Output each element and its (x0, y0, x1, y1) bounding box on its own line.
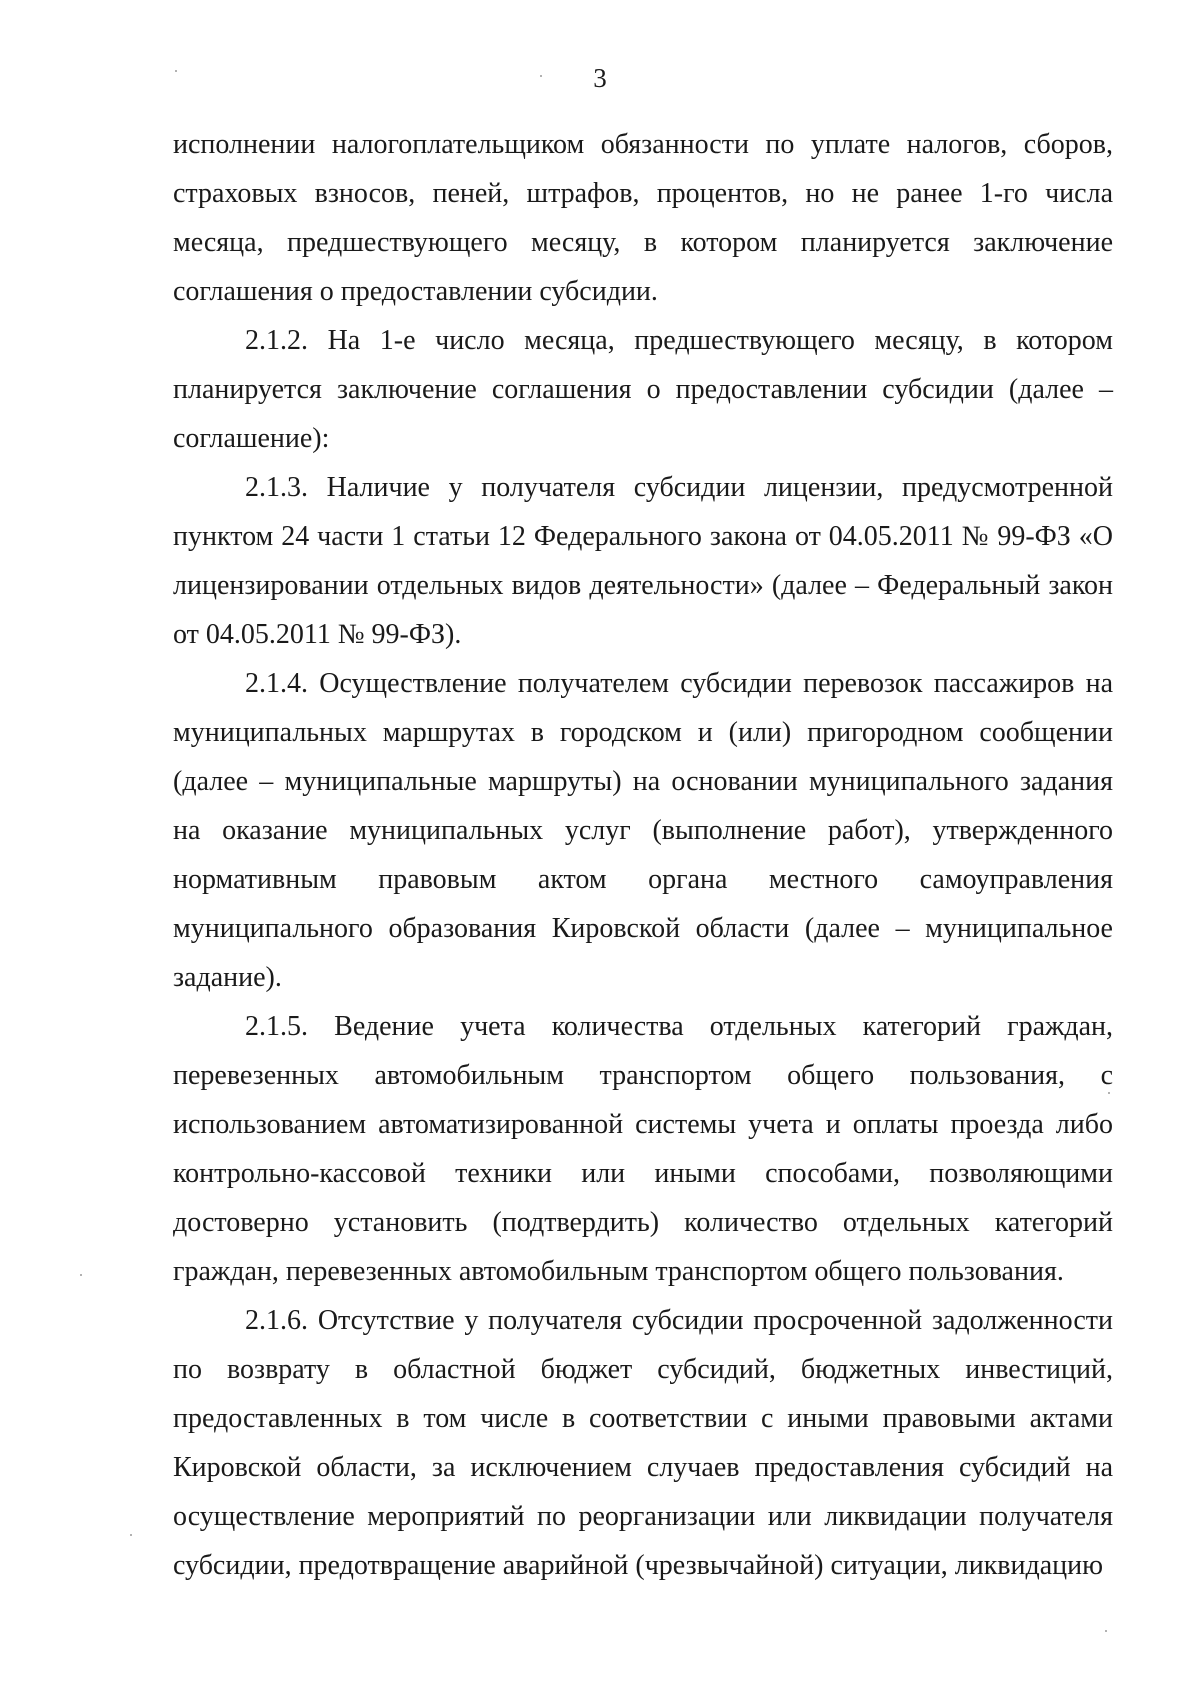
document-body (173, 120, 1113, 1590)
page-number: 3 (593, 63, 607, 93)
scan-speck (1108, 1092, 1110, 1094)
paragraph-continuation: исполнении налогоплательщиком обязанности по уплате налогов, сборов, страховых взносов, пеней, штрафов, процентов, но не ранее 1-го числа месяца, предшествующего месяцу, в котором планируется заключение соглашения о предоставлении субсидии. (173, 129, 1113, 307)
scan-speck (80, 1274, 82, 1276)
paragraph-2-1-5: 2.1.5. Ведение учета количества отдельных категорий граждан, перевезенных автомобильным транспортом общего пользования, с использованием автоматизированной системы учета и оплаты проезда либо контрольно-кассовой техники или иными способами, позволяющими достоверно установить (подтвердить) количество отдельных категорий граждан, перевезенных автомобильным транспортом общего пользования. (173, 1011, 1113, 1287)
paragraph-2-1-4: 2.1.4. Осуществление получателем субсидии перевозок пассажиров на муниципальных маршрутах в городском и (или) пригородном сообщении (далее – муниципальные маршруты) на основании муниципального задания на оказание муниципальных услуг (выполнение работ), утвержденного нормативным правовым актом органа местного самоуправления муниципального образования Кировской области (далее – муниципальное задание). (173, 668, 1113, 993)
paragraph-2-1-3: 2.1.3. Наличие у получателя субсидии лицензии, предусмотренной пунктом 24 части 1 статьи 12 Федерального закона от 04.05.2011 № 99-ФЗ «О лицензировании отдельных видов деятельности» (далее – Федеральный закон от 04.05.2011 № 99-ФЗ). (173, 472, 1113, 650)
scan-speck (1105, 1630, 1107, 1632)
scan-speck (130, 1534, 132, 1536)
scan-speck (175, 70, 177, 72)
scan-speck (540, 75, 542, 77)
paragraph-2-1-2: 2.1.2. На 1-е число месяца, предшествующего месяцу, в котором планируется заключение соглашения о предоставлении субсидии (далее – соглашение): (173, 325, 1113, 454)
paragraph-2-1-6: 2.1.6. Отсутствие у получателя субсидии просроченной задолженности по возврату в областной бюджет субсидий, бюджетных инвестиций, предоставленных в том числе в соответствии с иными правовыми актами Кировской области, за исключением случаев предоставления субсидий на осуществление мероприятий по реорганизации или ликвидации получателя субсидии, предотвращение аварийной (чрезвычайной) ситуации, ликвидацию (173, 1305, 1113, 1581)
